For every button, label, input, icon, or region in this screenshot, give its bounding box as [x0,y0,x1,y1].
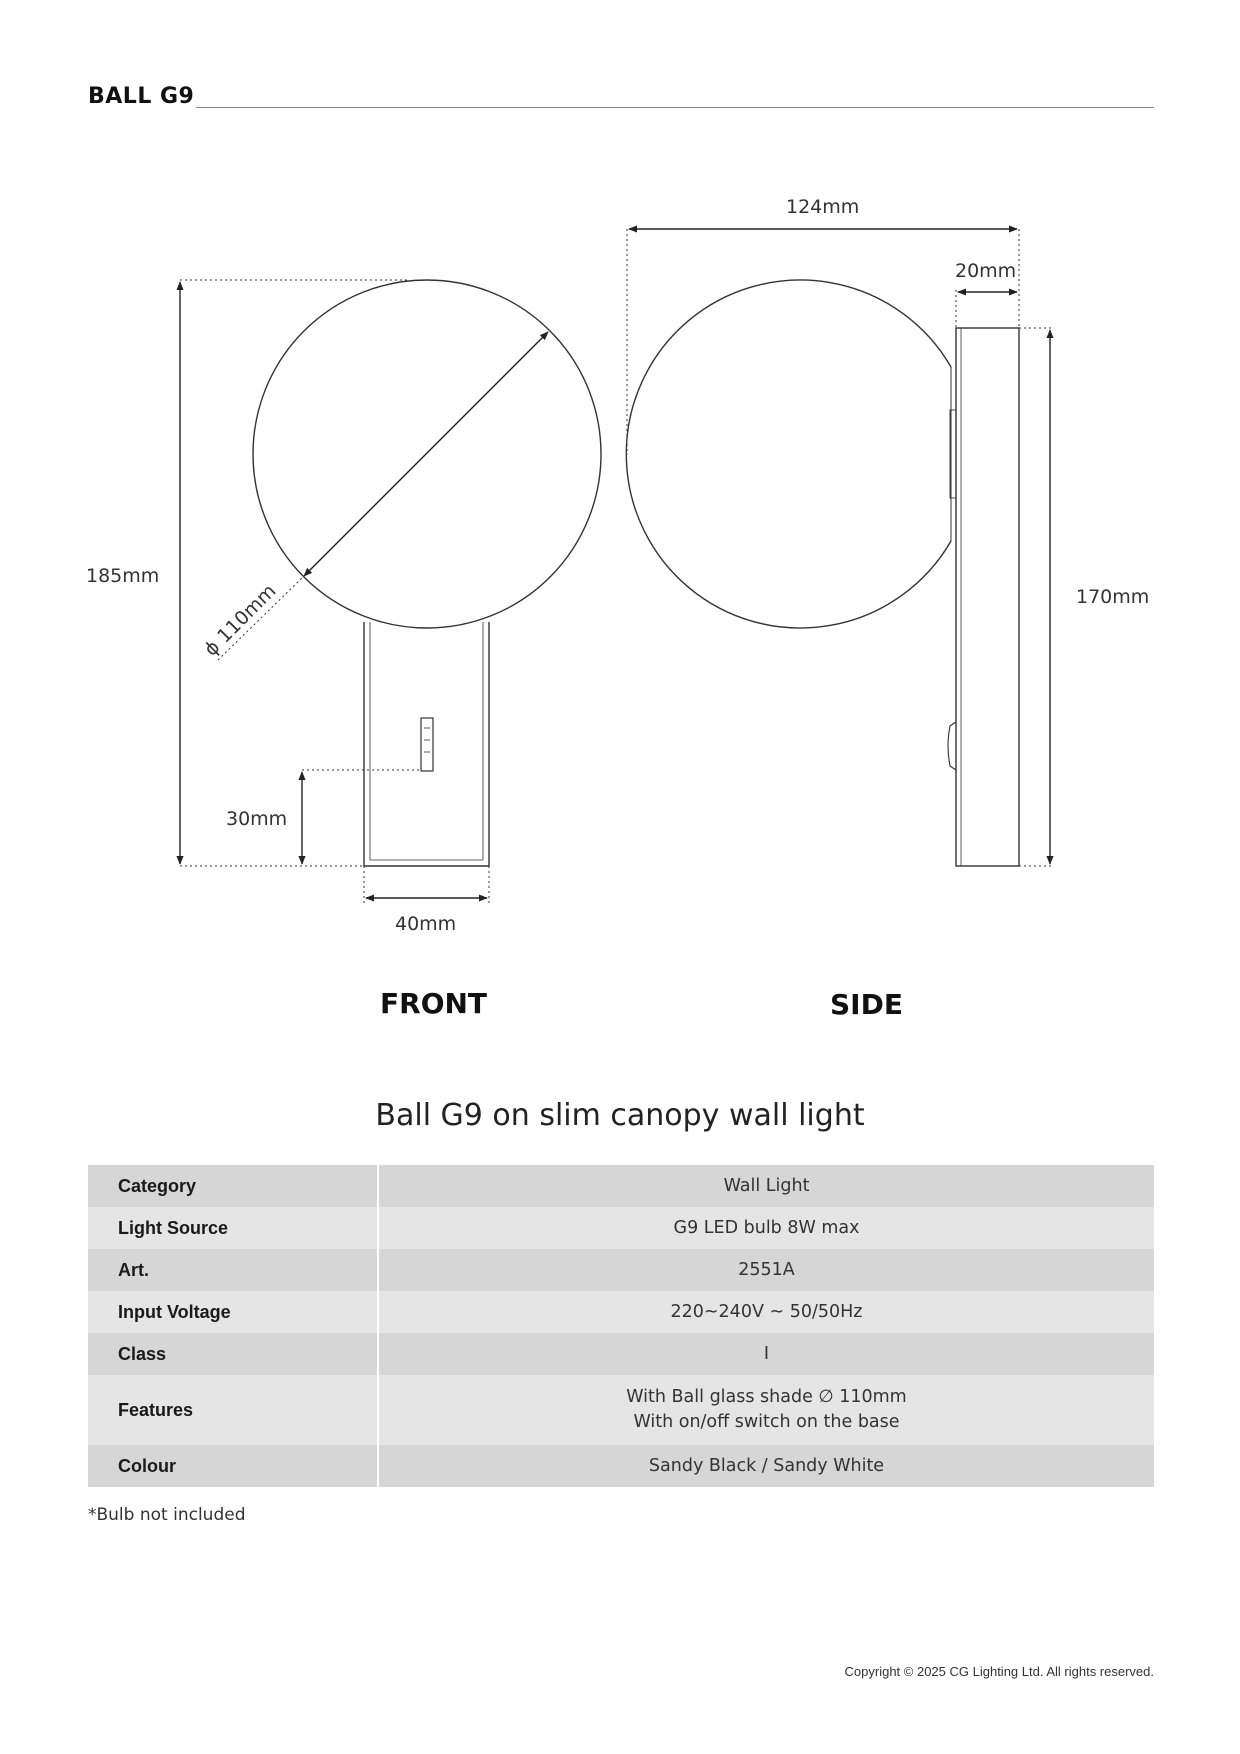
copyright-notice: Copyright © 2025 CG Lighting Ltd. All rights reserved. [844,1664,1154,1679]
dim-height-185: 185mm [86,565,160,587]
spec-value-line: With on/off switch on the base [633,1412,900,1432]
spec-label: Features [88,1375,378,1445]
spec-value-line: 2551A [738,1259,795,1280]
spec-value [378,1165,1154,1207]
dim-depth-124: 124mm [786,196,860,218]
spec-row [88,1207,1154,1249]
spec-row [88,1165,1154,1207]
front-view-label: FRONT [380,987,488,1020]
side-globe [626,280,951,628]
product-title: Ball G9 on slim canopy wall light [375,1098,865,1133]
spec-value-line: G9 LED bulb 8W max [673,1217,860,1238]
spec-label: Art. [88,1249,378,1291]
front-switch [421,718,433,771]
spec-value [378,1291,1154,1333]
spec-label: Input Voltage [88,1291,378,1333]
spec-value-line: Sandy Black / Sandy White [648,1455,885,1476]
spec-value [378,1249,1154,1291]
spec-row [88,1333,1154,1375]
front-globe [253,280,601,628]
side-view [626,229,1052,866]
dim-line-diameter [304,332,548,576]
spec-value [378,1333,1154,1375]
spec-value [378,1375,1154,1445]
dim-canopy-20: 20mm [955,260,1017,282]
spec-value-line: Wall Light [723,1175,810,1196]
spec-label: Class [88,1333,378,1375]
dim-height-170: 170mm [1076,586,1150,608]
dim-diameter-110: ϕ 110mm [199,580,281,661]
spec-label: Light Source [88,1207,378,1249]
side-canopy [956,328,1019,866]
spec-table [88,1165,1154,1487]
spec-label: Category [88,1165,378,1207]
dim-width-40: 40mm [395,913,457,935]
spec-row [88,1375,1154,1445]
spec-label: Colour [88,1445,378,1487]
page-title: BALL G9 [88,84,195,109]
side-view-label: SIDE [830,988,903,1021]
spec-row [88,1249,1154,1291]
spec-row [88,1291,1154,1333]
side-switch [948,722,956,770]
spec-value-line: With Ball glass shade ∅ 110mm [626,1387,907,1407]
spec-row [88,1445,1154,1487]
spec-value [378,1445,1154,1487]
spec-value-line: I [763,1343,770,1364]
front-base-plate [364,622,489,866]
dim-switch-30: 30mm [226,808,288,830]
footnote: *Bulb not included [88,1505,246,1525]
spec-value [378,1207,1154,1249]
spec-value-line: 220~240V ~ 50/50Hz [670,1301,863,1322]
